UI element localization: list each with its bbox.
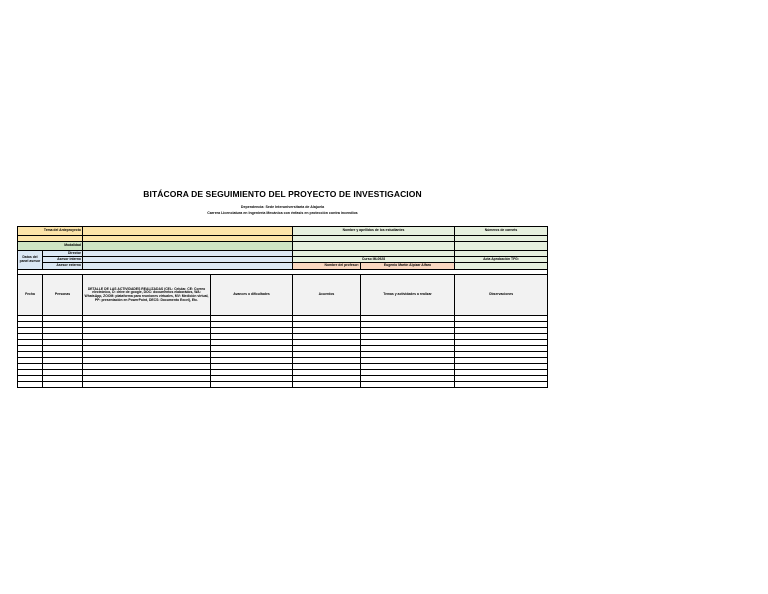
asesor-externo-cell[interactable] — [83, 263, 293, 270]
tema-label: Tema del Anteproyecto — [18, 227, 83, 236]
carrera-text: Carrera Licenciatura en Ingeniería Mecánica con énfasis en protección contra incendios — [207, 211, 358, 215]
profesor-name: Eugenio Martín Alpízar Alfaro — [361, 263, 455, 270]
table-cell[interactable] — [361, 382, 455, 388]
dependencia-text: Dependencia: Sede Interuniversitaria de Alajuela — [240, 205, 325, 209]
datos-panel-label: Datos del panel asesor — [18, 251, 43, 270]
personas-header: Personas — [43, 275, 83, 316]
table-cell[interactable] — [83, 382, 211, 388]
curso-label: Curso IM-0928 — [293, 257, 455, 263]
page-title: BITÁCORA DE SEGUIMIENTO DEL PROYECTO DE INVESTIGACION — [143, 189, 422, 199]
observaciones-header: Observaciones — [455, 275, 548, 316]
fecha-header: Fecha — [18, 275, 43, 316]
asesor-externo-label: Asesor externo — [43, 263, 83, 270]
acta-cell[interactable] — [455, 263, 548, 270]
director-label: Director — [43, 251, 83, 257]
tema-cell[interactable] — [83, 227, 293, 236]
acta-label: Acta Aprobación TFG: — [455, 257, 548, 263]
numeros-carnets-label: Números de carnets — [455, 227, 548, 236]
asesor-interno-label: Asesor interno — [43, 257, 83, 263]
table-cell[interactable] — [43, 382, 83, 388]
table-cell[interactable] — [455, 382, 548, 388]
table-cell[interactable] — [293, 382, 361, 388]
acuerdos-header: Acuerdos — [293, 275, 361, 316]
nombre-profesor-label: Nombre del profesor: — [293, 263, 361, 270]
nombre-estudiantes-label: Nombre y apellidos de los estudiantes — [293, 227, 455, 236]
modalidad-label: Modalidad — [18, 242, 83, 251]
estudiante-2-cell[interactable] — [293, 242, 455, 251]
table-cell[interactable] — [18, 382, 43, 388]
temas-header: Temas y actividades a realizar — [361, 275, 455, 316]
logbook-table — [17, 226, 548, 388]
table-row — [18, 382, 548, 388]
detalle-header: DETALLE DE LAS ACTIVIDADES REALIZADAS (CEL: Celular, CE: Correo electrónico, D: drive de google, DOC: documentos elaborados, WA: WhatsApp, ZOOM: plataforma para reuniones virtuales, MV: Medición virtual, PP: presentación en PowerPoint, DECS: Documento Excel), Etc. — [83, 275, 211, 316]
carnet-2-cell[interactable] — [455, 242, 548, 251]
table-cell[interactable] — [211, 382, 293, 388]
avances-header: Avances o dificultades — [211, 275, 293, 316]
modalidad-cell[interactable] — [83, 242, 293, 251]
